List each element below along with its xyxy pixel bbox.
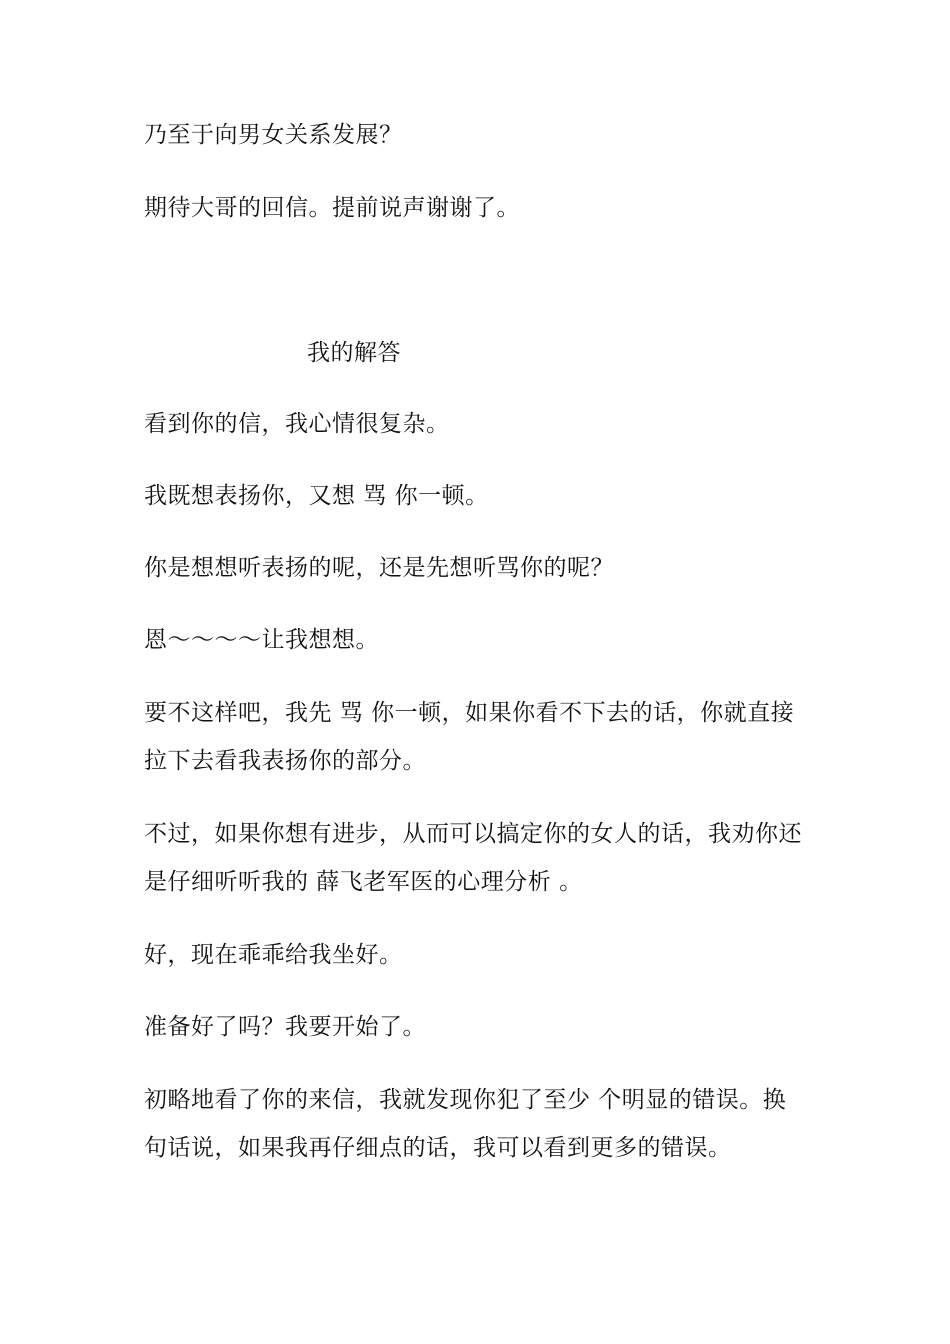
text-line: 乃至于向男女关系发展？ — [144, 122, 403, 148]
text-line: 恩～～～～让我想想。 — [144, 627, 379, 653]
text-line: 期待大哥的回信。提前说声谢谢了。 — [144, 195, 520, 221]
text-line: 不过，如果你想有进步，从而可以搞定你的女人的话，我劝你还 — [144, 821, 802, 847]
text-line: 句话说，如果我再仔细点的话，我可以看到更多的错误。 — [144, 1135, 732, 1161]
text-line: 拉下去看我表扬你的部分。 — [144, 748, 426, 774]
text-line: 初略地看了你的来信，我就发现你犯了至少 个明显的错误。换 — [144, 1087, 787, 1113]
text-line: 准备好了吗？我要开始了。 — [144, 1014, 426, 1040]
text-line: 你是想想听表扬的呢，还是先想听骂你的呢？ — [144, 555, 614, 581]
text-line: 是仔细听听我的 薛飞老军医的心理分析 。 — [144, 869, 583, 895]
text-line: 我既想表扬你，又想 骂 你一顿。 — [144, 483, 489, 509]
text-line: 看到你的信，我心情很复杂。 — [144, 411, 450, 437]
section-heading: 我的解答 — [307, 340, 401, 366]
text-line: 要不这样吧，我先 骂 你一顿，如果你看不下去的话，你就直接 — [144, 700, 795, 726]
text-line: 好，现在乖乖给我坐好。 — [144, 942, 403, 968]
